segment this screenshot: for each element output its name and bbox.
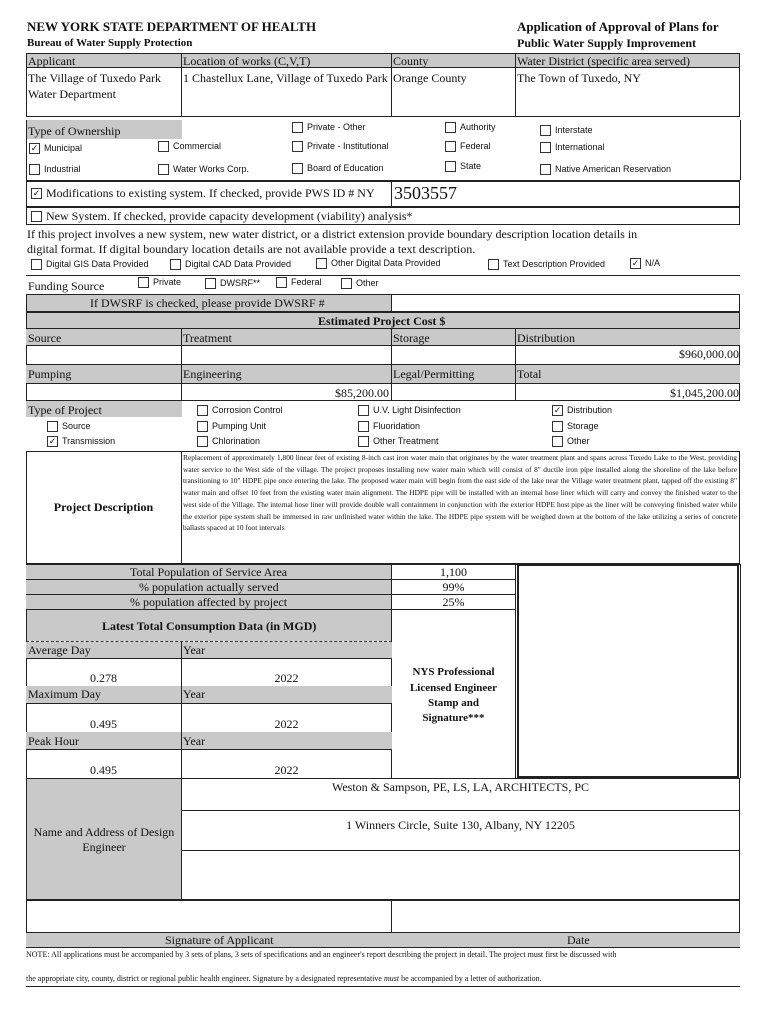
total-pop-label: Total Population of Service Area [130, 565, 288, 579]
type-storage[interactable]: Storage [552, 421, 599, 432]
type-other-treatment[interactable]: Other Treatment [358, 436, 439, 447]
checkbox[interactable] [276, 277, 287, 288]
checkbox[interactable] [540, 142, 551, 153]
county-value[interactable]: Orange County [393, 71, 467, 85]
signature-field[interactable] [26, 900, 392, 933]
avg-day-label: Average Day [28, 643, 91, 657]
district-value[interactable]: The Town of Tuxedo, NY [517, 71, 641, 85]
checkbox[interactable] [540, 125, 551, 136]
funding-label: Funding Source [28, 279, 105, 293]
pct-affected-value[interactable]: 25% [442, 595, 465, 609]
checkbox[interactable] [170, 259, 181, 270]
engineering-cost[interactable]: $85,200.00 [335, 386, 389, 400]
signature-label: Signature of Applicant [165, 933, 274, 947]
checkbox-checked[interactable]: ✓ [631, 258, 640, 268]
checkbox[interactable] [445, 141, 456, 152]
county-label: County [393, 54, 429, 68]
avg-day-value[interactable]: 0.278 [90, 671, 117, 685]
ownership-international[interactable]: International [540, 142, 605, 153]
boundary-na[interactable]: ✓ N/A [631, 258, 661, 268]
checkbox-checked[interactable]: ✓ [553, 405, 562, 415]
modifications-checkbox[interactable]: ✓ Modifications to existing system. If checked, provide PWS ID # NY [32, 186, 375, 200]
checkbox[interactable] [445, 161, 456, 172]
engineering-label: Engineering [183, 367, 242, 381]
max-day-label: Maximum Day [28, 687, 101, 701]
cost-title: Estimated Project Cost $ [318, 314, 446, 328]
type-corrosion[interactable]: Corrosion Control [197, 405, 283, 416]
location-value[interactable]: 1 Chastellux Lane, Village of Tuxedo Park [183, 71, 388, 85]
total-cost[interactable]: $1,045,200.00 [670, 386, 739, 400]
dwsrf-question: If DWSRF is checked, please provide DWSRF # [90, 296, 325, 310]
new-system-checkbox[interactable]: New System. If checked, provide capacity development (viability) analysis* [31, 209, 413, 223]
engineer-address[interactable]: 1 Winners Circle, Suite 130, Albany, NY 12205 [346, 818, 575, 832]
checkbox[interactable] [358, 436, 369, 447]
ownership-industrial[interactable]: Industrial [29, 164, 81, 175]
ownership-federal[interactable]: Federal [445, 141, 491, 152]
type-chlorination[interactable]: Chlorination [197, 436, 260, 447]
stamp-label-3: Stamp and [427, 697, 480, 709]
pct-served-value[interactable]: 99% [442, 580, 465, 594]
bureau-title: Bureau of Water Supply Protection [27, 37, 193, 49]
boundary-gis[interactable]: Digital GIS Data Provided [31, 259, 149, 270]
peak-hour-value[interactable]: 0.495 [90, 763, 117, 777]
checkbox[interactable] [158, 164, 169, 175]
checkbox-checked[interactable]: ✓ [30, 143, 39, 153]
peak-year-value[interactable]: 2022 [274, 763, 299, 777]
project-description-text[interactable]: Replacement of approximately 1,800 linear feet of existing 8-inch cast iron water main that originates by the water treatment plant and spans across Tuxedo Lake to the West, providing water service to the West side of the village. The project proposes installing new water main which will consist of 8" ductile iron pipe installed along the shoreline of the lake before transitioning to 10" HDPE pipe once entering the lake. The proposed water main will begin from the east side of the lake near the Village water treatment plant, tapped off the existing 8" water main and offset 10 feet from the existing water main alignment. The HDPE pipe will be installed with an internal hose liner which will carry and convey the finished water to the west side of the Village. The internal hose liner will provide double wall containment in conjunction with the exterior HDPE host pipe as the liner will be conveying finished water while the exterior pipe system shall be immersed in raw unfinished water within the lake. The HDPE pipe system will be weighed down at the bottom of the lake utilizing a series of concrete ballasts spaced at 10 foot intervals [183, 453, 737, 533]
signature-label-bar [26, 933, 740, 947]
boundary-text-1: If this project involves a new system, new water district, or a district extension provide boundary description location details in [27, 227, 638, 241]
ownership-board-education[interactable]: Board of Education [292, 163, 384, 174]
stamp-label-1: NYS Professional [412, 666, 495, 678]
peak-year-label: Year [183, 734, 206, 748]
treatment-label: Treatment [183, 331, 232, 345]
ownership-water-works[interactable]: Water Works Corp. [158, 164, 249, 175]
ownership-commercial[interactable]: Commercial [158, 141, 221, 152]
boundary-other[interactable]: Other Digital Data Provided [316, 258, 441, 269]
max-year-label: Year [183, 687, 206, 701]
checkbox[interactable] [31, 211, 42, 222]
ownership-private-institutional[interactable]: Private - Institutional [292, 141, 389, 152]
peak-hour-label: Peak Hour [28, 734, 79, 748]
form-title-line2: Public Water Supply Improvement [517, 36, 697, 50]
checkbox[interactable] [358, 405, 369, 416]
pws-id-value[interactable]: 3503557 [394, 183, 457, 203]
checkbox[interactable] [31, 259, 42, 270]
checkbox[interactable] [540, 164, 551, 175]
checkbox[interactable] [316, 258, 327, 269]
type-distribution[interactable]: ✓ Distribution [553, 405, 613, 415]
note-line-2: the appropriate city, county, district or regional public health engineer. Signature by a designated representative must be accompanied by a letter of authorization. [26, 974, 542, 983]
form-title-line1: Application of Approval of Plans for [517, 19, 719, 34]
boundary-text[interactable]: Text Description Provided [488, 259, 605, 270]
checkbox[interactable] [292, 163, 303, 174]
type-pumping-unit[interactable]: Pumping Unit [197, 421, 266, 432]
ownership-interstate[interactable]: Interstate [540, 125, 593, 136]
checkbox-checked[interactable]: ✓ [48, 436, 57, 446]
ownership-municipal[interactable]: ✓ Municipal [30, 143, 83, 153]
ownership-native[interactable]: Native American Reservation [540, 164, 671, 175]
funding-other[interactable]: Other [341, 278, 379, 289]
checkbox[interactable] [205, 278, 216, 289]
note-line-1: NOTE: All applications must be accompanied by 3 sets of plans, 3 sets of specifications and an engineer's report describing the project in detail. The project must first be discussed with [26, 950, 617, 959]
applicant-value-1[interactable]: The Village of Tuxedo Park [28, 71, 162, 85]
district-label: Water District (specific area served) [517, 54, 690, 68]
project-description-label: Project Description [53, 500, 154, 514]
max-day-value[interactable]: 0.495 [90, 717, 117, 731]
checkbox[interactable] [197, 436, 208, 447]
checkbox[interactable] [552, 421, 563, 432]
stamp-label-2: Licensed Engineer [409, 682, 498, 694]
total-label: Total [517, 367, 542, 381]
agency-title: NEW YORK STATE DEPARTMENT OF HEALTH [27, 19, 317, 34]
checkbox[interactable] [445, 122, 456, 133]
type-source[interactable]: Source [47, 421, 91, 432]
stamp-box[interactable] [517, 564, 739, 778]
max-year-value[interactable]: 2022 [274, 717, 299, 731]
stamp-label-4: Signature*** [422, 712, 485, 724]
boundary-text-2: digital format. If digital boundary location details are not available provide a text description. [27, 242, 476, 256]
type-transmission[interactable]: ✓ Transmission [48, 436, 116, 446]
consumption-title: Latest Total Consumption Data (in MGD) [102, 619, 317, 633]
checkbox[interactable] [341, 278, 352, 289]
pumping-label: Pumping [28, 367, 72, 381]
design-engineer-block [181, 778, 740, 900]
date-field[interactable] [391, 900, 740, 933]
design-engineer-label-1: Name and Address of Design [33, 825, 175, 839]
date-label: Date [567, 933, 590, 947]
total-pop-value[interactable]: 1,100 [440, 565, 467, 579]
location-label: Location of works (C,V,T) [183, 54, 311, 68]
ownership-label: Type of Ownership [28, 124, 121, 138]
source-label: Source [28, 331, 62, 345]
type-other[interactable]: Other [552, 436, 590, 447]
checkbox[interactable] [138, 277, 149, 288]
applicant-value-2[interactable]: Water Department [28, 87, 116, 101]
ownership-authority[interactable]: Authority [445, 122, 496, 133]
funding-federal[interactable]: Federal [276, 277, 322, 288]
checkbox[interactable] [158, 141, 169, 152]
checkbox[interactable] [197, 421, 208, 432]
ownership-state[interactable]: State [445, 161, 481, 172]
distribution-label: Distribution [517, 331, 576, 345]
pct-served-label: % population actually served [139, 580, 279, 594]
storage-label: Storage [393, 331, 430, 345]
ownership-private-other[interactable]: Private - Other [292, 122, 366, 133]
project-type-label: Type of Project [28, 403, 102, 417]
checkbox[interactable] [488, 259, 499, 270]
checkbox[interactable] [197, 405, 208, 416]
engineer-name[interactable]: Weston & Sampson, PE, LS, LA, ARCHITECTS, PC [331, 780, 590, 794]
checkbox[interactable] [29, 164, 40, 175]
checkbox[interactable] [292, 122, 303, 133]
legal-label: Legal/Permitting [393, 367, 475, 381]
pct-affected-label: % population affected by project [130, 595, 288, 609]
checkbox[interactable] [552, 436, 563, 447]
funding-private[interactable]: Private [138, 277, 181, 288]
funding-dwsrf[interactable]: DWSRF** [205, 278, 260, 289]
checkbox-checked[interactable]: ✓ [32, 187, 41, 198]
design-engineer-label-2: Engineer [82, 840, 126, 854]
avg-year-value[interactable]: 2022 [274, 671, 299, 685]
checkbox[interactable] [47, 421, 58, 432]
checkbox[interactable] [358, 421, 369, 432]
applicant-label: Applicant [28, 54, 76, 68]
boundary-cad[interactable]: Digital CAD Data Provided [170, 259, 291, 270]
checkbox[interactable] [292, 141, 303, 152]
design-engineer-label-cell [26, 778, 182, 900]
dwsrf-number-input[interactable] [391, 294, 740, 312]
avg-year-label: Year [183, 643, 206, 657]
type-uv[interactable]: U.V. Light Disinfection [358, 405, 461, 416]
type-fluoridation[interactable]: Fluoridation [358, 421, 420, 432]
distribution-cost[interactable]: $960,000.00 [679, 347, 739, 361]
